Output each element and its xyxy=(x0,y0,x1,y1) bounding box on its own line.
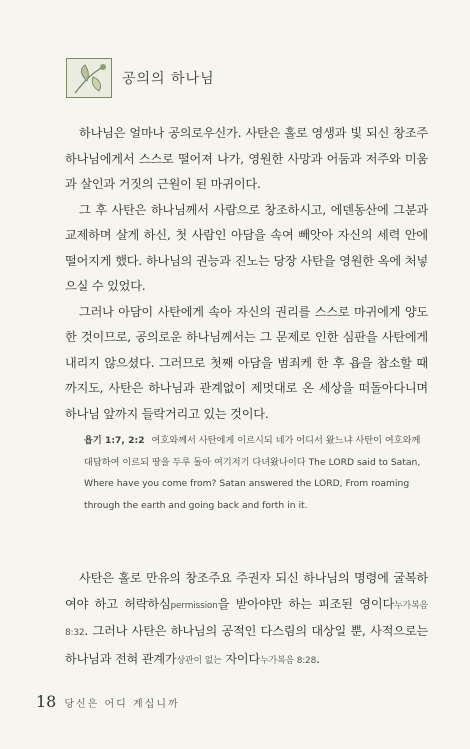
main-text xyxy=(65,121,428,427)
page-number: 18 xyxy=(36,692,57,711)
english-gloss: permission xyxy=(170,600,218,611)
second-text xyxy=(65,566,428,674)
scripture-reference: 욥기 1:7, 2:2 xyxy=(84,435,145,446)
paragraph: 그 후 사탄은 하나님께서 사람으로 창조하시고, 에덴동산에 그분과 교제하며 살게 하신, 첫 사람인 아담을 속여 빼앗아 자신의 세력 안에 떨어지게 했다. 하나님의 권능과 진노는 당장 사탄을 영원한 옥에 처넣으실 수 있었다. xyxy=(65,202,428,293)
text-part: . 그러나 사탄은 하나님의 공적인 다스림의 대상일 뿐, 사적으로는 하나님과 전혀 관계가 xyxy=(65,624,428,666)
verse-reference: 누가복음 8:32 xyxy=(65,600,428,638)
text-part: . xyxy=(316,651,320,666)
chapter-title: 공의의 하나님 xyxy=(122,71,215,87)
paragraph xyxy=(65,566,428,674)
verse-reference: 누가복음 8:28 xyxy=(260,655,317,666)
text-part: 자이다 xyxy=(221,651,261,666)
scripture-text: 여호와께서 사탄에게 이르시되 네가 어디서 왔느냐 사탄이 여호와께 대답하여 이르되 땅을 두루 돌아 여기저기 다녀왔나이다 The LORD said to Satan, Where have you come from? Satan answered the LORD, From roaming through the earth and going back and forth in it. xyxy=(84,435,421,511)
page-footer xyxy=(36,692,180,711)
scripture-quote xyxy=(84,430,424,516)
paragraph: 하나님은 얼마나 공의로우신가. 사탄은 홀로 영생과 빛 되신 창조주 하나님에게서 스스로 떨어져 나가, 영원한 사망과 어둠과 저주와 미움과 살인과 거짓의 근원이 된 마귀이다. xyxy=(65,126,428,191)
gloss: 상관이 없는 xyxy=(176,655,222,666)
text-part: 을 받아야만 하는 피조된 영이다 xyxy=(217,596,395,611)
flower-icon xyxy=(66,58,112,98)
text-part: 사탄은 홀로 만유의 창조주요 주권자 되신 하나님의 명령에 굴복하여야 하고 허락하심 xyxy=(65,571,428,611)
paragraph: 그러나 아담이 사탄에게 속아 자신의 권리를 스스로 마귀에게 양도한 것이므로, 공의로운 하나님께서는 그 문제로 인한 심판을 사탄에게 내리지 않으셨다. 그러므로 첫째 아담을 범죄케 한 후 욥을 참소할 때까지도, 사탄은 하나님과 관계없이 제멋대로 온 세상을 떠돌아다니며 하나님 앞까지 들락거리고 있는 것이다. xyxy=(65,304,428,421)
book-title: 당신은 어디 계십니까 xyxy=(64,699,180,710)
chapter-header xyxy=(66,58,215,98)
